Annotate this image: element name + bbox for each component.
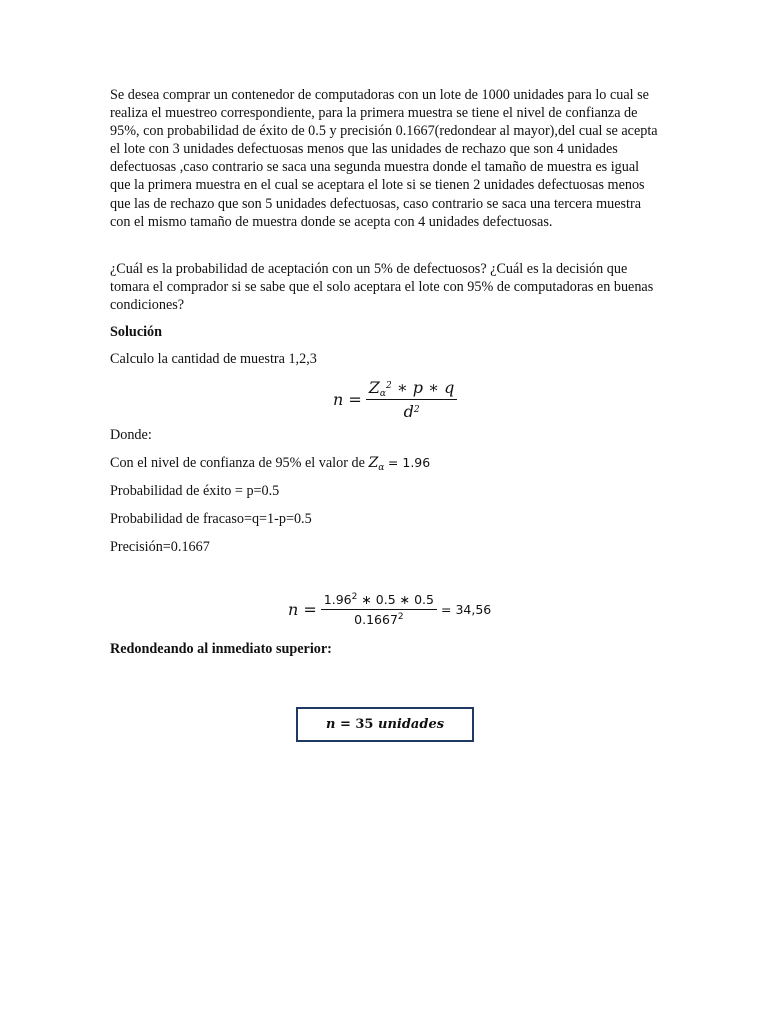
result-value: 35 (355, 717, 374, 732)
formula-numerator (366, 378, 458, 400)
formula-d-exponent: 2 (413, 405, 420, 415)
calc-lhs: n = (288, 600, 317, 619)
z-value: = 1.96 (387, 455, 431, 470)
formula-alpha: α (379, 389, 386, 399)
z-alpha-symbol (368, 455, 384, 471)
sample-size-formula (333, 378, 461, 421)
calc-den-exponent: 2 (397, 612, 404, 622)
calc-z-value: 1.96 (323, 592, 352, 607)
formula-d: d (403, 402, 414, 421)
calc-result: = 34,56 (441, 602, 492, 617)
formula-lhs: n = (333, 390, 362, 409)
result-equals: = (339, 717, 351, 732)
calc-p-q-values: ∗ 0.5 ∗ 0.5 (361, 592, 434, 607)
rounding-heading: Redondeando al inmediato superior: (110, 641, 332, 657)
formula-denominator (404, 400, 420, 421)
donde-label: Donde: (110, 427, 152, 443)
calc-precision-value: 0.1667 (354, 612, 398, 627)
calc-fraction (321, 592, 437, 627)
alpha-subscript: α (378, 463, 385, 473)
formula-z: Z (368, 378, 380, 397)
calc-num-exponent: 2 (351, 592, 358, 602)
question-statement: ¿Cuál es la probabilidad de aceptación con un 5% de defectuosos? ¿Cuál es la decisión que tomara el comprador si se sabe que el solo aceptara el lote con 95% de computadoras en buenas condiciones? (110, 261, 654, 314)
final-result-box (296, 707, 474, 742)
failure-probability: Probabilidad de fracaso=q=1-p=0.5 (110, 511, 312, 527)
confidence-line (110, 454, 660, 472)
problem-statement: Se desea comprar un contenedor de computadoras con un lote de 1000 unidades para lo cual se realiza el muestreo correspondiente, para la primera muestra se tiene el nivel de confianza de 95%, con probabilidad de éxito de 0.5 y precisión 0.1667(redondear al mayor),del cual se acepta el lote con 3 unidades defectuosas menos que las unidades de rechazo que son 4 unidades defectuosas ,caso contrario se saca una segunda muestra donde el tamaño de muestra es igual que la primera muestra en el cual se aceptara el lote si se tienen 2 unidades defectuosas menos que las de rechazo que son 5 unidades defectuosas, caso contrario se saca una tercera muestra con el mismo tamaño de muestra donde se acepta con 4 unidades defectuosas. (110, 87, 658, 230)
z-symbol: Z (368, 455, 379, 471)
sample-calc-intro: Calculo la cantidad de muestra 1,2,3 (110, 351, 317, 367)
solution-heading: Solución (110, 324, 163, 340)
precision-value: Precisión=0.1667 (110, 539, 210, 555)
calc-numerator (321, 592, 437, 610)
formula-p-q: ∗ p ∗ q (396, 378, 455, 397)
formula-fraction (366, 378, 458, 421)
confidence-text: Con el nivel de confianza de 95% el valor de (110, 455, 365, 471)
formula-z-exponent: 2 (386, 381, 392, 391)
calc-denominator (354, 610, 403, 627)
success-probability: Probabilidad de éxito = p=0.5 (110, 483, 280, 499)
result-unit: unidades (378, 717, 445, 732)
sample-size-calculation (288, 592, 491, 627)
result-n: n (325, 717, 336, 732)
